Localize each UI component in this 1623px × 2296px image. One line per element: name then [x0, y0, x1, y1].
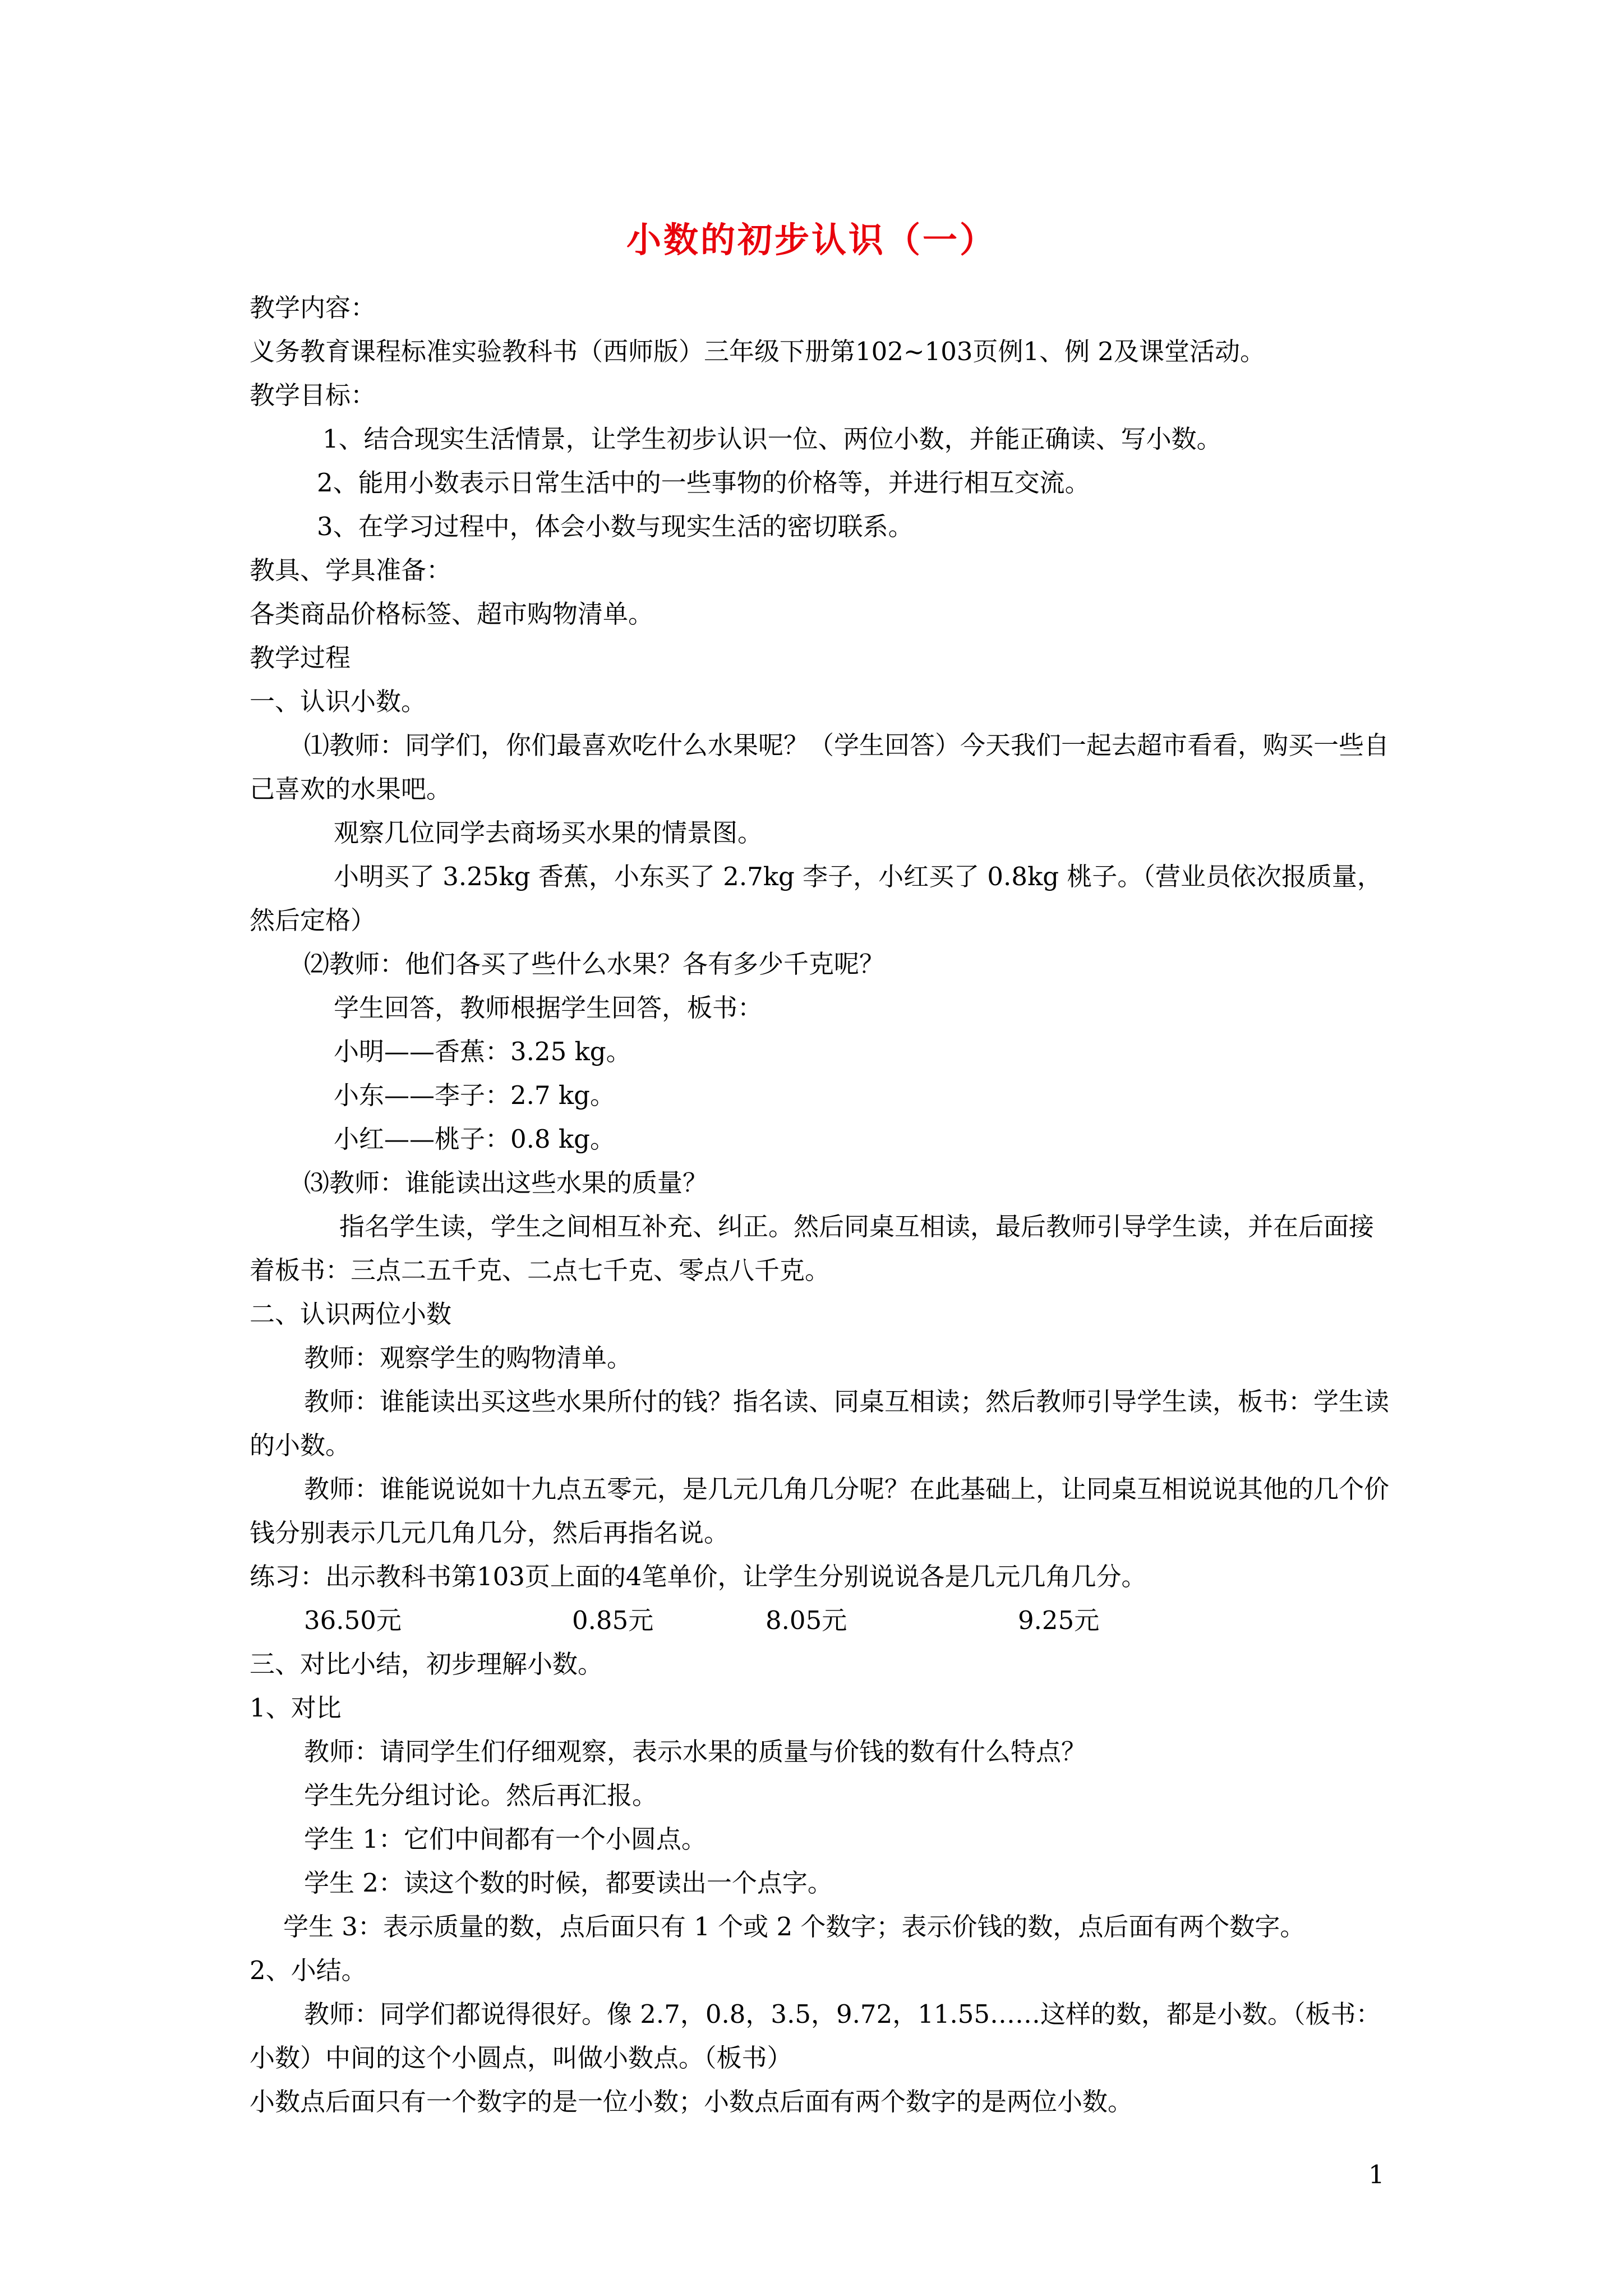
paragraph: 学生先分组讨论。然后再汇报。: [304, 1780, 658, 1810]
paragraph: 各类商品价格标签、超市购物清单。: [250, 599, 654, 629]
document-title: 小数的初步认识（一）: [626, 219, 997, 260]
board-note: 小东——李子：2.7 kg。: [334, 1080, 615, 1110]
paragraph: 教师：观察学生的购物清单。: [304, 1343, 633, 1373]
paragraph: 学生 1：它们中间都有一个小圆点。: [304, 1824, 707, 1854]
subheading: 2、小结。: [250, 1955, 367, 1985]
price-item: 0.85元: [572, 1605, 654, 1635]
paragraph: 教师：谁能说说如十九点五零元，是几元几角几分呢？在此基础上，让同桌互相说说其他的几个价钱分别表示几元几角几分，然后再指名说。: [250, 1474, 1390, 1548]
price-item: 9.25元: [1018, 1605, 1100, 1635]
paragraph: ⑵教师：他们各买了些什么水果？各有多少千克呢？: [304, 949, 885, 979]
paragraph: 学生 3：表示质量的数，点后面只有 1 个或 2 个数字；表示价钱的数，点后面有两个数字。: [283, 1912, 1306, 1941]
paragraph: 义务教育课程标准实验教科书（西师版）三年级下册第102~103页例1、例 2及课堂活动。: [250, 337, 1266, 366]
list-item: 2、能用小数表示日常生活中的一些事物的价格等，并进行相互交流。: [317, 468, 1090, 498]
paragraph: 指名学生读，学生之间相互补充、纠正。然后同桌互相读，最后教师引导学生读，并在后面接着板书：三点二五千克、二点七千克、零点八千克。: [250, 1212, 1375, 1285]
paragraph: 学生回答，教师根据学生回答，板书：: [334, 993, 763, 1023]
section-heading: 二、认识两位小数: [250, 1299, 452, 1329]
paragraph: ⑶教师：谁能读出这些水果的质量？: [304, 1168, 708, 1198]
price-item: 8.05元: [766, 1605, 847, 1635]
list-item: 3、在学习过程中，体会小数与现实生活的密切联系。: [317, 512, 914, 541]
price-item: 36.50元: [304, 1605, 402, 1635]
paragraph: 小数点后面只有一个数字的是一位小数；小数点后面有两个数字的是两位小数。: [250, 2087, 1133, 2116]
list-item: 1、结合现实生活情景，让学生初步认识一位、两位小数，并能正确读、写小数。: [322, 424, 1222, 454]
section-heading: 三、对比小结，初步理解小数。: [250, 1649, 603, 1679]
subheading: 1、对比: [250, 1693, 342, 1723]
document-body: [250, 286, 1396, 2124]
section-heading: 教学目标：: [250, 380, 376, 410]
paragraph: 教师：谁能读出买这些水果所付的钱？指名读、同桌互相读；然后教师引导学生读，板书：学生读的小数。: [250, 1387, 1390, 1460]
section-heading: 教学过程: [250, 643, 351, 673]
section-heading: 教学内容：: [250, 293, 376, 323]
page-number: 1: [1368, 2160, 1385, 2189]
paragraph: 教师：同学们都说得很好。像 2.7，0.8，3.5，9.72，11.55……这样的数，都是小数。（板书：小数）中间的这个小圆点，叫做小数点。（板书）: [250, 1999, 1381, 2073]
paragraph: 学生 2：读这个数的时候，都要读出一个点字。: [304, 1868, 833, 1898]
paragraph: ⑴教师：同学们，你们最喜欢吃什么水果呢？（学生回答）今天我们一起去超市看看，购买一些自己喜欢的水果吧。: [250, 730, 1390, 804]
section-heading: 一、认识小数。: [250, 687, 427, 716]
section-heading: 教具、学具准备：: [250, 555, 452, 585]
paragraph: 观察几位同学去商场买水果的情景图。: [334, 818, 763, 848]
paragraph: 小明买了 3.25kg 香蕉，小东买了 2.7kg 李子，小红买了 0.8kg 桃子。（营业员依次报质量，然后定格）: [250, 862, 1382, 935]
paragraph: 教师：请同学生们仔细观察，表示水果的质量与价钱的数有什么特点？: [304, 1737, 1087, 1766]
price-list: [250, 1599, 1396, 1642]
board-note: 小红——桃子：0.8 kg。: [334, 1124, 615, 1154]
board-note: 小明——香蕉：3.25 kg。: [334, 1037, 631, 1066]
paragraph: 练习：出示教科书第103页上面的4笔单价，让学生分别说说各是几元几角几分。: [250, 1562, 1147, 1591]
